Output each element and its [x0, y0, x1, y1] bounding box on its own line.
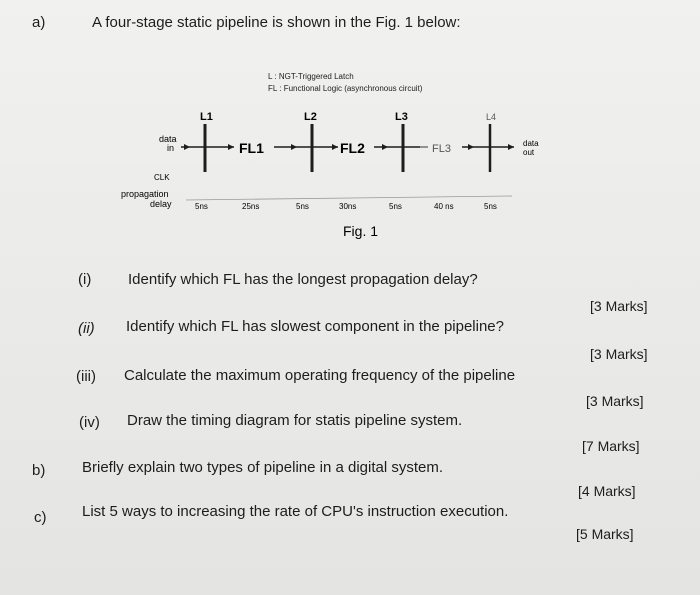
- subquestion-4-text: Draw the timing diagram for statis pipeline system.: [127, 412, 463, 429]
- figure-caption: Fig. 1: [343, 223, 379, 239]
- arrow-into-l1: [184, 144, 190, 150]
- delay-value-6: 40 ns: [434, 202, 454, 211]
- subquestion-1-marks: [3 Marks]: [590, 298, 648, 314]
- delay-value-1: 5ns: [195, 202, 208, 211]
- arrow-into-fl1: [228, 144, 234, 150]
- subquestion-4-label: (iv): [79, 414, 100, 431]
- question-b-label: b): [32, 462, 46, 479]
- subquestion-2-text: Identify which FL has slowest component in the pipeline?: [126, 318, 504, 335]
- arrow-into-fl2: [332, 144, 338, 150]
- data-out-label-2: out: [523, 148, 535, 157]
- latch-label-l1: L1: [200, 111, 213, 123]
- pipeline-diagram: [0, 0, 700, 250]
- subquestion-3-text: Calculate the maximum operating frequency of the pipeline: [124, 367, 516, 384]
- arrow-out: [508, 144, 514, 150]
- subquestion-3-marks: [3 Marks]: [586, 393, 644, 409]
- arrow-into-l4: [468, 144, 474, 150]
- question-c-marks: [5 Marks]: [576, 526, 634, 542]
- arrow-into-l3: [382, 144, 388, 150]
- subquestion-3-label: (iii): [76, 368, 96, 385]
- latch-label-l4: L4: [486, 112, 497, 122]
- stage-label-fl1: FL1: [239, 140, 264, 156]
- delay-value-5: 5ns: [389, 202, 402, 211]
- data-in-label-1: data: [159, 134, 177, 144]
- question-a-text: A four-stage static pipeline is shown in the Fig. 1 below:: [92, 14, 461, 31]
- subquestion-4-marks: [7 Marks]: [582, 438, 640, 454]
- delay-value-3: 5ns: [296, 202, 309, 211]
- question-b-text: Briefly explain two types of pipeline in a digital system.: [82, 459, 444, 476]
- arrow-into-l2: [291, 144, 297, 150]
- subquestion-2-marks: [3 Marks]: [590, 346, 648, 362]
- propagation-label-2: delay: [150, 199, 172, 209]
- delay-value-2: 25ns: [242, 202, 260, 211]
- clk-label: CLK: [154, 173, 170, 182]
- stage-label-fl2: FL2: [340, 140, 365, 156]
- propagation-axis: [186, 196, 512, 200]
- subquestion-2-label: (ii): [78, 320, 95, 337]
- delay-value-4: 30ns: [339, 202, 357, 211]
- legend-functional-logic: FL : Functional Logic (asynchronous circuit): [268, 84, 423, 93]
- legend-latch: L : NGT-Triggered Latch: [268, 72, 354, 81]
- question-b-marks: [4 Marks]: [578, 483, 636, 499]
- subquestion-1-text: Identify which FL has the longest propagation delay?: [128, 271, 478, 288]
- question-c-text: List 5 ways to increasing the rate of CPU's instruction execution.: [82, 503, 509, 520]
- data-in-label-2: in: [167, 143, 175, 153]
- subquestion-1-label: (i): [78, 271, 92, 288]
- stage-label-fl3: FL3: [432, 143, 451, 155]
- data-out-label-1: data: [523, 139, 539, 148]
- latch-label-l3: L3: [395, 111, 408, 123]
- question-a-label: a): [32, 14, 46, 31]
- propagation-label-1: propagation: [121, 189, 169, 199]
- latch-label-l2: L2: [304, 111, 317, 123]
- delay-value-7: 5ns: [484, 202, 497, 211]
- question-c-label: c): [34, 509, 47, 526]
